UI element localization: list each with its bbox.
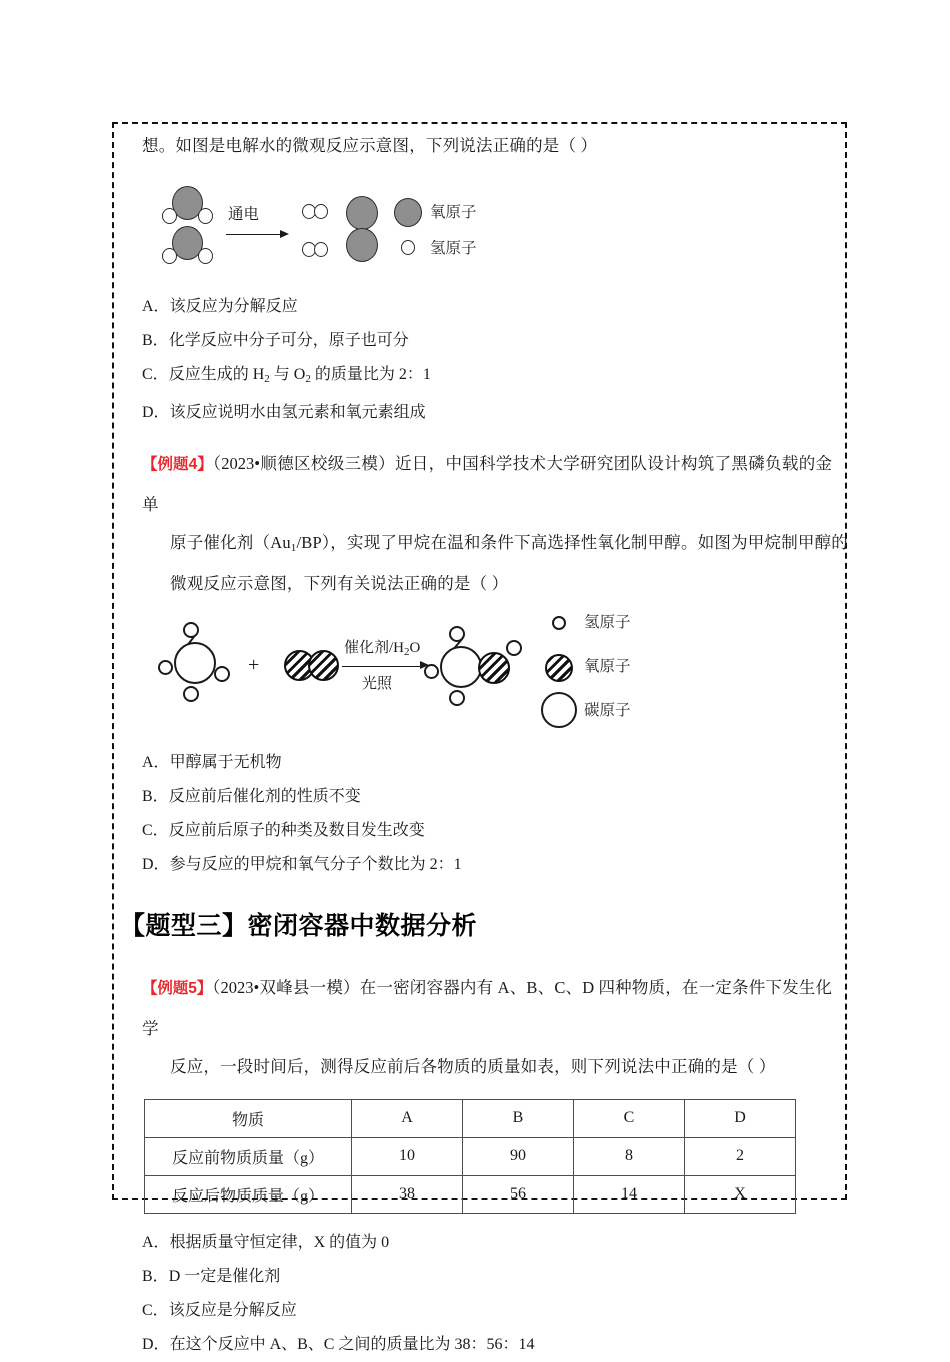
legend-carbon-icon — [541, 692, 577, 728]
option-label: B． — [142, 787, 169, 805]
option-text: 反应前后催化剂的性质不变 — [168, 787, 361, 805]
mass-data-table — [144, 1099, 796, 1214]
table-cell: 90 — [463, 1137, 574, 1175]
table-cell: 14 — [574, 1175, 685, 1213]
arrow-label: 通电 — [228, 206, 260, 223]
question3-options — [142, 290, 832, 430]
reaction-arrow-head — [280, 230, 289, 238]
legend-hydrogen-icon — [552, 616, 566, 630]
option-label: A． — [142, 753, 170, 771]
option-text: 参与反应的甲烷和氧气分子个数比为 2：1 — [169, 855, 462, 873]
question5-stem — [142, 968, 832, 1049]
option-text: 化学反应中分子可分，原子也可分 — [168, 332, 409, 349]
table-cell: D — [685, 1099, 796, 1137]
light-condition-label: 光照 — [362, 675, 393, 692]
table-cell: 反应后物质质量（g） — [145, 1175, 352, 1213]
plus-sign: + — [248, 653, 260, 676]
option-text: 根据质量守恒定律，X 的值为 0 — [169, 1233, 390, 1251]
option-row — [142, 290, 832, 324]
table-cell: 8 — [574, 1137, 685, 1175]
section-heading: 【题型三】密闭容器中数据分析 — [120, 911, 478, 940]
option-label: A． — [142, 1233, 170, 1251]
hydrogen-atom — [162, 248, 177, 264]
option-row — [142, 1328, 832, 1362]
oxygen-atom — [478, 652, 510, 684]
table-row — [145, 1175, 796, 1213]
hydrogen-atom — [183, 686, 199, 702]
mass-data-table-wrapper — [144, 1099, 832, 1214]
hydrogen-atom — [506, 640, 522, 656]
hydrogen-atom — [449, 690, 465, 706]
question4-options — [142, 746, 832, 882]
legend-carbon-label: 碳原子 — [584, 701, 631, 719]
hydrogen-atom — [198, 248, 213, 264]
hydrogen-atom — [162, 208, 177, 224]
oxygen-atom — [346, 228, 378, 262]
option-label: B． — [142, 332, 169, 349]
hydrogen-atom — [214, 666, 230, 682]
hydrogen-atom — [158, 660, 173, 675]
legend-oxygen-icon — [545, 654, 573, 682]
option-label: A． — [142, 298, 170, 315]
legend-oxygen-icon — [394, 198, 422, 227]
question5-tag: 【例题5】 — [142, 979, 213, 997]
legend-oxygen-label: 氧原子 — [584, 657, 631, 675]
carbon-atom — [174, 642, 216, 684]
table-cell: 反应前物质质量（g） — [145, 1137, 352, 1175]
option-label: D． — [142, 403, 170, 421]
table-cell: 38 — [352, 1175, 463, 1213]
question4-tag: 【例题4】 — [142, 455, 213, 473]
option-row — [142, 1260, 832, 1294]
hydrogen-atom — [183, 622, 199, 638]
option-text: 反应前后原子的种类及数目发生改变 — [168, 821, 425, 839]
legend-hydrogen-icon — [401, 240, 415, 255]
hydrogen-atom — [198, 208, 213, 224]
option-text: 在这个反应中 A、B、C 之间的质量比为 38：56：14 — [169, 1335, 535, 1353]
reaction-arrow-line — [342, 666, 422, 667]
table-cell: 物质 — [145, 1099, 352, 1137]
option-label: B． — [142, 1267, 169, 1285]
question4-stem-line3: 微观反应示意图，下列有关说法正确的是（ ） — [170, 573, 509, 593]
question4-stem-line1: 近日，中国科学技术大学研究团队设计构筑了黑磷负载的金单 — [142, 453, 833, 514]
option-label: D． — [142, 1335, 170, 1353]
carbon-atom — [440, 646, 482, 688]
option-text: 该反应说明水由氢元素和氧元素组成 — [169, 403, 426, 421]
option-row — [142, 324, 832, 358]
table-cell: 2 — [685, 1137, 796, 1175]
option-row — [142, 1226, 832, 1260]
table-cell: B — [463, 1099, 574, 1137]
question5-stem-line1: 在一密闭容器内有 A、B、C、D 四种物质，在一定条件下发生化学 — [142, 977, 833, 1038]
question5-options — [142, 1226, 832, 1362]
question4-stem — [142, 444, 832, 525]
table-row — [145, 1137, 796, 1175]
option-text: D 一定是催化剂 — [168, 1267, 281, 1285]
question4-source: （2023•顺德区校级三模） — [212, 453, 395, 473]
oxygen-atom — [346, 196, 378, 230]
hydrogen-atom — [314, 242, 328, 257]
electrolysis-diagram — [156, 180, 832, 276]
option-label: C． — [142, 1301, 169, 1319]
table-cell: 56 — [463, 1175, 574, 1213]
question5-source: （2023•双峰县一模） — [212, 977, 360, 997]
legend-hydrogen-label: 氢原子 — [584, 613, 631, 631]
reaction-arrow-line — [226, 234, 282, 235]
oxygen-atom — [308, 650, 339, 681]
option-row — [142, 780, 832, 814]
table-cell: X — [685, 1175, 796, 1213]
option-row — [142, 814, 832, 848]
option-text: 甲醇属于无机物 — [169, 753, 282, 771]
hydrogen-atom — [424, 664, 439, 679]
option-text: 该反应是分解反应 — [168, 1301, 297, 1319]
option-label: D． — [142, 855, 170, 873]
catalyst-condition-label: 催化剂$/H_2O$ — [344, 639, 421, 658]
table-cell: 10 — [352, 1137, 463, 1175]
question4-stem-line2: 原子催化剂$(Au_1/BP)$，实现了甲烷在温和条件下高选择性氧化制甲醇。如图为甲烷制甲醇的 — [170, 532, 849, 554]
table-row — [145, 1099, 796, 1137]
option-row — [142, 396, 832, 430]
option-text: 该反应为分解反应 — [169, 298, 298, 315]
hydrogen-atom — [314, 204, 328, 219]
methane-to-methanol-diagram — [156, 610, 832, 728]
question3-stem: 想。如图是电解水的微观反应示意图，下列说法正确的是（ ） — [142, 136, 598, 155]
option-row — [142, 1294, 832, 1328]
option-text: 反应生成的 $H_2$ 与 $O_2$ 的质量比为 2：1 — [168, 366, 431, 385]
question5-stem-line2: 反应，一段时间后，测得反应前后各物质的质量如表，则下列说法中正确的是（ ） — [170, 1056, 776, 1076]
table-cell: A — [352, 1099, 463, 1137]
option-row — [142, 848, 832, 882]
option-label: C． — [142, 366, 169, 383]
option-row — [142, 746, 832, 780]
option-label: C． — [142, 821, 169, 839]
hydrogen-atom — [449, 626, 465, 642]
content-area — [120, 128, 849, 1362]
legend-hydrogen-label: 氢原子 — [430, 240, 477, 257]
option-row — [142, 358, 832, 396]
table-cell: C — [574, 1099, 685, 1137]
legend-oxygen-label: 氧原子 — [430, 204, 477, 221]
